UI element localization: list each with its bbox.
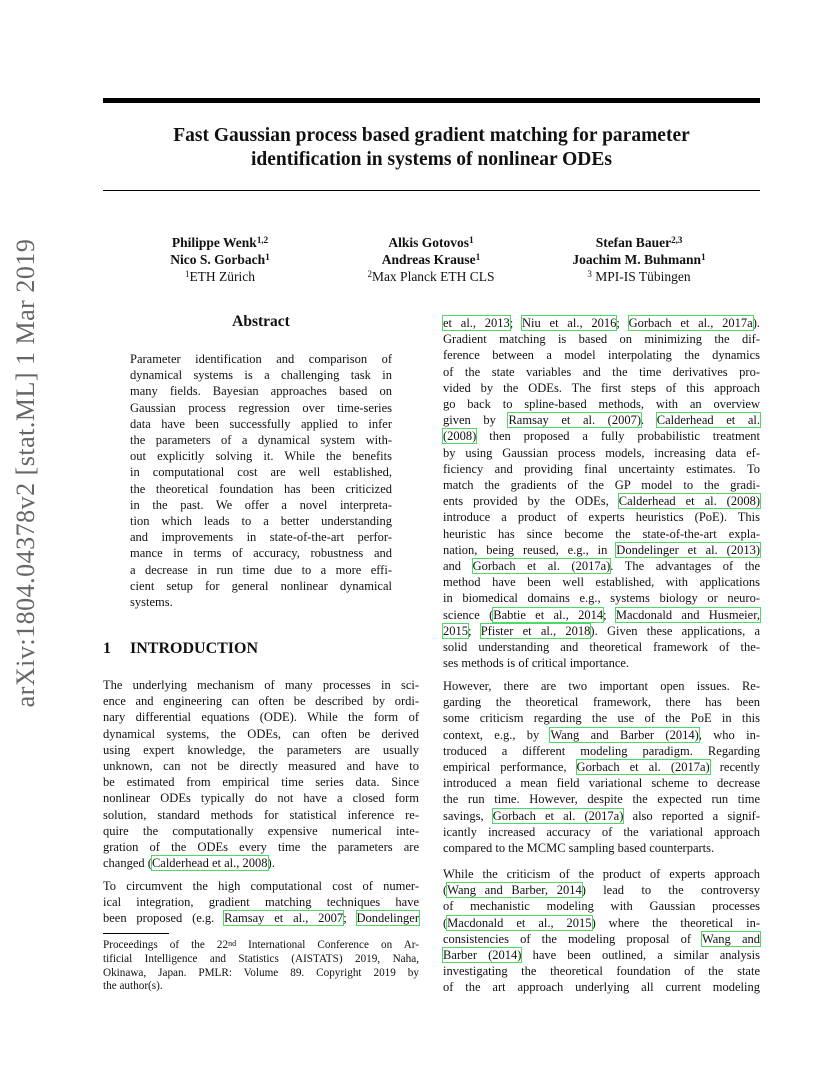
right-paragraph-2: However, there are two important open issues. Re- garding the theoretical framework, there has been some criticism regarding the use of the PoE in this context, e.g., by Wang and Barber (2014), who in- troduced a different modeling paradigm. Regarding empirical performance, Gorbach et al. (2017a) recently introduced a mean field variational scheme to decrease the run time. However, despite the expected run time savings, Gorbach et al. (2017a) also reported a signif- icantly increased accuracy of the variational approach compared to the MCMC sampling based counterparts.: [443, 679, 761, 856]
paper-title: [103, 124, 760, 172]
citation-link[interactable]: Calderhead et al. (2008): [618, 494, 760, 509]
citation-link[interactable]: Gorbach et al. (2017a): [472, 559, 611, 574]
citation-link[interactable]: Barber (2014): [443, 948, 522, 963]
citation-link[interactable]: Wang and Barber, 2014: [447, 883, 582, 898]
author-name: Alkis Gotovos: [388, 235, 470, 250]
author-name: Philippe Wenk: [171, 235, 257, 250]
affiliation: ETH Zürich: [189, 269, 256, 284]
citation-link[interactable]: Macdonald et al., 2015: [447, 915, 592, 930]
citation-link[interactable]: Wang and: [701, 931, 760, 946]
author-block-3: Stefan Bauer$^{2,3}$ Joachim M. Buhmann$^1$ $^3$ MPI-IS Tübingen: [572, 235, 706, 284]
citation-link[interactable]: Calderhead et al.: [656, 413, 761, 428]
citation-link[interactable]: Pfister et al., 2018: [480, 623, 591, 638]
citation-link[interactable]: Ramsay et al., 2007: [224, 911, 344, 926]
citation-link[interactable]: Niu et al., 2016: [522, 316, 617, 330]
top-rule: [103, 98, 760, 103]
abstract-text: Parameter identification and comparison of dynamical systems is a challenging task in many fields. Bayesian approaches based on Gaussian process regression over time-series data have been successfully applied to infer the parameters of a dynamical system with- out explicitly solving it. While the benefits in computational cost are well established, the theoretical foundation has been criticized in the past. We offer a novel interpreta- tion which leads to a better understanding and improvements in state-of-the-art perfor- mance in terms of accuracy, robustness and a decrease in run time due to a more effi- cient setup for general nonlinear dynamical systems.: [130, 352, 392, 610]
right-paragraph-3: While the criticism of the product of experts approach (Wang and Barber, 2014) lead to the controversy of mechanistic modeling with Gaussian processes (Macdonald et al., 2015) where the theoretical in- consistencies of the modeling proposal of Wang and Barber (2014) have been outlined, a similar analysis investigating the theoretical foundation of the state of the art approach underlying all current modeling: [443, 867, 761, 995]
intro-paragraph-1: The underlying mechanism of many processes in sci- ence and engineering can often be described by ordi- nary differential equations (ODE). While the form of dynamical systems, the ODEs, can often be derived using expert knowledge, the parameters are usually unknown, can not be directly measured and have to be estimated from empirical time series data. Since nonlinear ODEs typically do not have a closed form solution, standard methods for statistical inference re- quire the computationally expensive numerical inte- gration of the ODEs every time the parameters are changed (Calderhead et al., 2008).: [103, 678, 419, 871]
citation-link[interactable]: Macdonald and Husmeier,: [615, 607, 760, 622]
arxiv-identifier: arXiv:1804.04378v2 [stat.ML] 1 Mar 2019: [11, 238, 40, 708]
footnote-rule: [103, 933, 169, 934]
author-block-2: Alkis Gotovos$^1$ Andreas Krause$^1$ $^2$Max Planck ETH CLS: [367, 235, 495, 284]
citation-link[interactable]: Dondelinger: [356, 911, 419, 926]
citation-link[interactable]: Calderhead et al., 2008: [151, 856, 268, 871]
citation-link[interactable]: 2015: [443, 623, 468, 638]
intro-paragraph-2: To circumvent the high computational cost of numer- ical integration, gradient matching techniques have been proposed (e.g. Ramsay et al., 2007; Dondelinger: [103, 879, 419, 926]
citation-link[interactable]: Gorbach et al., 2017a: [628, 316, 753, 330]
abstract-heading: Abstract: [232, 313, 290, 330]
citation-link[interactable]: Ramsay et al. (2007): [508, 413, 642, 428]
author-name: Joachim M. Buhmann: [572, 252, 702, 267]
affiliation: MPI-IS Tübingen: [595, 269, 691, 284]
citation-link[interactable]: Wang and Barber (2014): [550, 727, 699, 742]
title-bottom-rule: [103, 190, 760, 191]
citation-link[interactable]: Gorbach et al. (2017a): [492, 808, 624, 823]
author-name: Nico S. Gorbach: [170, 252, 266, 267]
author-block-1: Philippe Wenk$^{1,2}$ Nico S. Gorbach$^1$ $^1$ETH Zürich: [170, 235, 270, 284]
right-paragraph-1: et al., 2013; Niu et al., 2016; Gorbach et al., 2017a). Gradient matching is based on minimizing the dif- ference between a model interpolating the dynamics of the state variables and the time derivatives pro- vided by the ODEs. The first steps of this approach go back to spline-based methods, with an overview given by Ramsay et al. (2007). Calderhead et al. (2008) then proposed a fully probabilistic treatment by using Gaussian process models, increasing data ef- ficiency and providing final uncertainty estimates. To match the gradients of the GP model to the gradi- ents provided by the ODEs, Calderhead et al. (2008) introduce a product of experts heuristics (PoE). This heuristic has since become the state-of-the-art expla- nation, being reused, e.g., in Dondelinger et al. (2013) and Gorbach et al. (2017a). The advantages of the method have been well established, with applications in biomedical domains e.g., systems biology or neuro- science (Babtie et al., 2014; Macdonald and Husmeier, 2015; Pfister et al., 2018). Given these applications, a solid understanding and theoretical framework of the- ses methods is of critical importance.: [443, 316, 761, 671]
citation-link[interactable]: Gorbach et al. (2017a): [576, 760, 710, 775]
citation-link[interactable]: et al., 2013: [443, 316, 510, 330]
section-title: INTRODUCTION: [130, 640, 259, 657]
title-line-2: identification in systems of nonlinear ODEs: [251, 149, 612, 170]
author-name: Andreas Krause: [381, 252, 476, 267]
citation-link[interactable]: Dondelinger et al. (2013): [616, 542, 760, 557]
section-heading: [103, 640, 258, 658]
section-number: 1: [103, 640, 111, 657]
title-line-1: Fast Gaussian process based gradient matching for parameter: [173, 125, 690, 146]
citation-link[interactable]: Babtie et al., 2014: [493, 607, 604, 622]
affiliation: Max Planck ETH CLS: [371, 269, 495, 284]
footnote: Proceedings of the 22nd International Conference on Ar- tificial Intelligence and Statistics (AISTATS) 2019, Naha, Okinawa, Japan. PMLR: Volume 89. Copyright 2019 by the author(s).: [103, 939, 419, 993]
author-name: Stefan Bauer: [595, 235, 672, 250]
citation-link[interactable]: (2008): [443, 429, 477, 444]
